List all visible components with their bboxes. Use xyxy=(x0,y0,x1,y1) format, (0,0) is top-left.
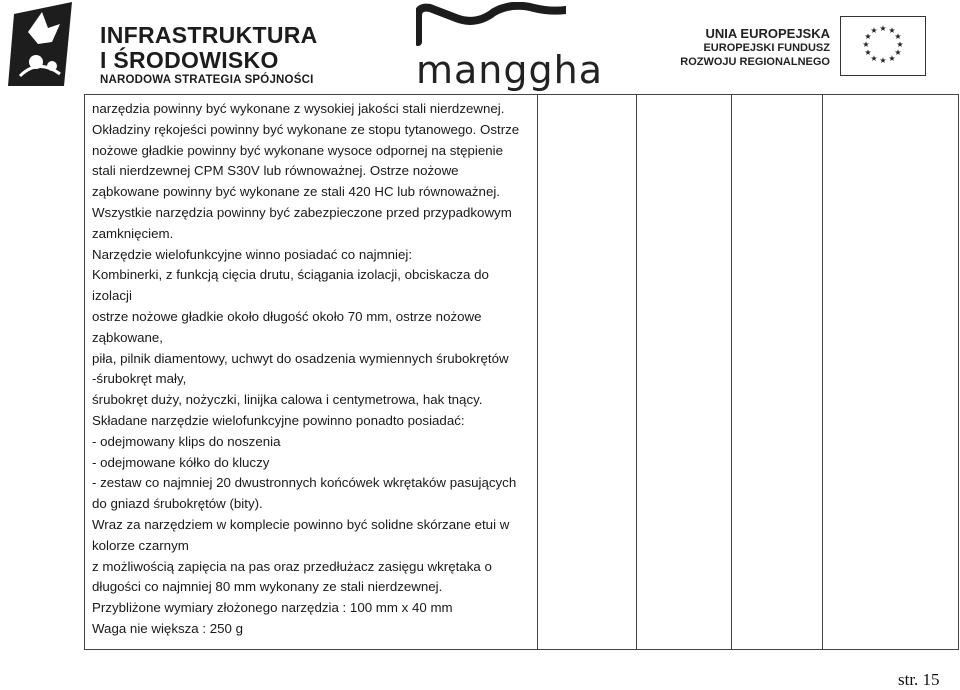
description-cell xyxy=(84,94,537,650)
svg-text:★: ★ xyxy=(879,24,887,33)
table-cell-2 xyxy=(537,94,636,650)
svg-text:★: ★ xyxy=(894,48,902,57)
description-line: Narzędzie wielofunkcyjne winno posiadać co najmniej: xyxy=(92,246,413,262)
description-line: Wraz za narzędziem w komplecie powinno być solidne skórzane etui w xyxy=(92,516,510,532)
logo-right-line3: ROZWOJU REGIONALNEGO xyxy=(680,56,830,68)
svg-text:★: ★ xyxy=(896,40,904,49)
description-line: z możliwością zapięcia na pas oraz przedłużacz zasięgu wkrętaka o xyxy=(92,558,492,574)
description-line: Wszystkie narzędzia powinny być zabezpieczone przed przypadkowym xyxy=(92,204,512,220)
description-line: kolorze czarnym xyxy=(92,537,189,553)
svg-text:★: ★ xyxy=(888,54,896,63)
page-number: str. 15 xyxy=(898,670,940,689)
table-cell-4 xyxy=(731,94,822,650)
infrastruktura-srodowisko-logo xyxy=(8,2,318,88)
svg-text:★: ★ xyxy=(864,48,872,57)
description-line: ząbkowane, xyxy=(92,329,163,345)
specification-table xyxy=(84,94,959,650)
manggha-mark-icon xyxy=(416,2,566,50)
description-line: śrubokręt duży, nożyczki, linijka calowa i centymetrowa, hak tnący. xyxy=(92,392,483,408)
description-line: - zestaw co najmniej 20 dwustronnych końcówek wkrętaków pasujących xyxy=(92,475,517,491)
logo-right-line1: UNIA EUROPEJSKA xyxy=(705,26,830,41)
logo-right-line2: EUROPEJSKI FUNDUSZ xyxy=(703,42,830,54)
svg-text:★: ★ xyxy=(862,40,870,49)
description-line: - odejmowany klips do noszenia xyxy=(92,433,281,449)
description-line: narzędzia powinny być wykonane z wysokiej jakości stali nierdzewnej. xyxy=(92,101,505,116)
description-text xyxy=(92,99,532,640)
description-line: ostrze nożowe gładkie około długość około 70 mm, ostrze nożowe xyxy=(92,308,482,324)
manggha-logo xyxy=(412,0,603,92)
description-line: długości co najmniej 80 mm wykonany ze stali nierdzewnej. xyxy=(92,579,443,595)
description-line: - odejmowane kółko do kluczy xyxy=(92,454,270,470)
svg-text:★: ★ xyxy=(894,32,902,41)
eu-logo xyxy=(680,14,950,80)
svg-text:★: ★ xyxy=(888,26,896,35)
table-cell-3 xyxy=(636,94,731,650)
logo-left-line1: INFRASTRUKTURA xyxy=(100,22,318,48)
svg-text:★: ★ xyxy=(879,56,887,65)
description-line: Przybliżone wymiary złożonego narzędzia : 100 mm x 40 mm xyxy=(92,600,453,616)
description-line: ząbkowane powinny być wykonane ze stali 420 HC lub równoważnej. xyxy=(92,184,500,200)
table-cell-5 xyxy=(822,94,959,650)
svg-text:★: ★ xyxy=(870,26,878,35)
description-line: Kombinerki, z funkcją cięcia drutu, ściągania izolacji, obciskacza do xyxy=(92,267,489,283)
logo-left-line3: NARODOWA STRATEGIA SPÓJNOŚCI xyxy=(100,74,314,86)
eu-flag-icon xyxy=(840,16,926,76)
description-line: Waga nie większa : 250 g xyxy=(92,620,244,636)
svg-text:★: ★ xyxy=(870,54,878,63)
description-line: zamknięciem. xyxy=(92,225,174,241)
description-line: Składane narzędzie wielofunkcyjne powinno ponadto posiadać: xyxy=(92,412,465,428)
description-line: izolacji xyxy=(92,288,132,304)
description-line: -śrubokręt mały, xyxy=(92,371,187,387)
description-line: stali nierdzewnej CPM S30V lub równoważnej. Ostrze nożowe xyxy=(92,163,459,179)
description-line: nożowe gładkie powinny być wykonane wysoce odpornej na stępienie xyxy=(92,142,503,158)
svg-text:★: ★ xyxy=(864,32,872,41)
infrastruktura-emblem-icon xyxy=(8,2,94,88)
manggha-wordmark: manggha xyxy=(416,48,603,92)
description-line: Okładziny rękojeści powinny być wykonane ze stopu tytanowego. Ostrze xyxy=(92,121,520,137)
logo-left-line2: I ŚRODOWISKO xyxy=(100,47,279,73)
description-line: do gniazd śrubokrętów (bity). xyxy=(92,496,263,512)
description-line: piła, pilnik diamentowy, uchwyt do osadzenia wymiennych śrubokrętów xyxy=(92,350,509,366)
